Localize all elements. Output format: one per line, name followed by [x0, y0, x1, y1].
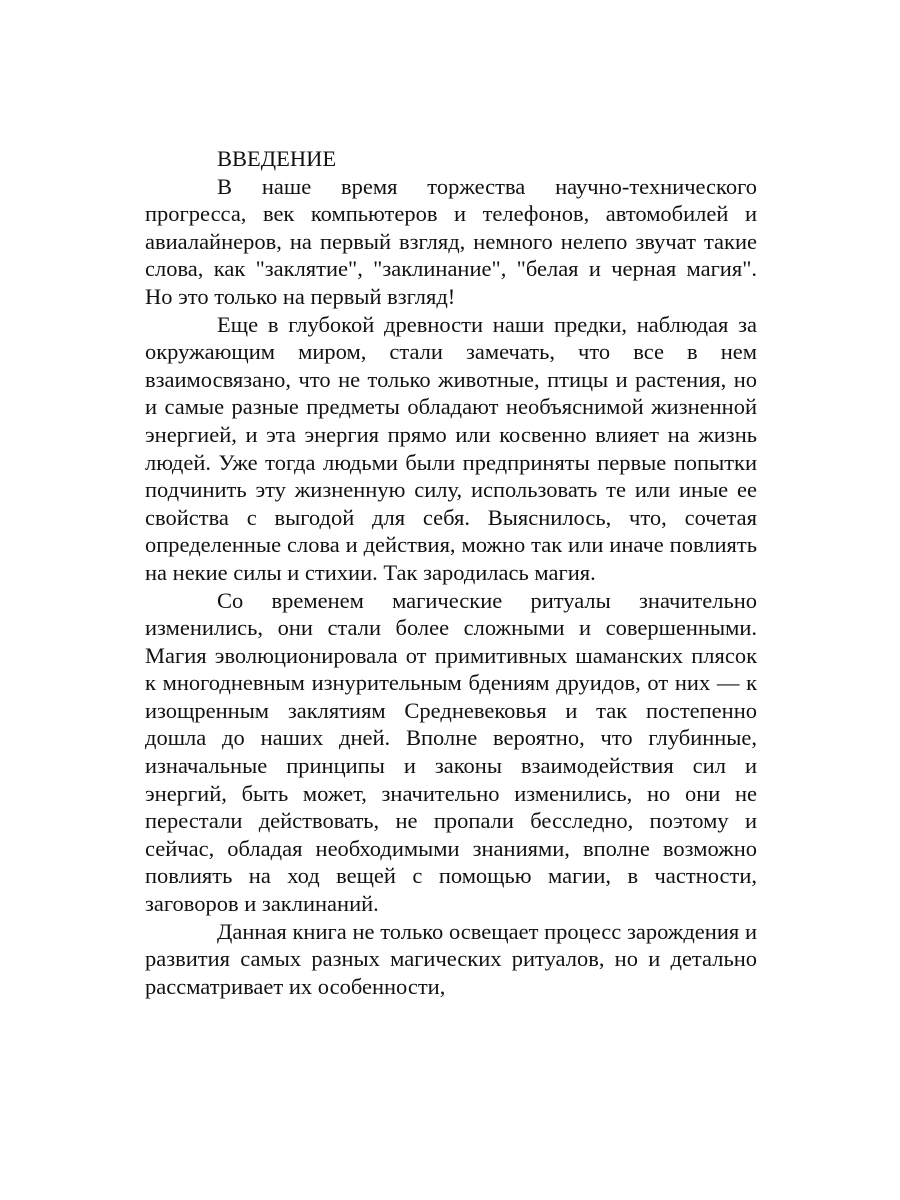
- document-body: [145, 145, 757, 1000]
- paragraph: Со временем магические ритуалы значительно изменились, они стали более сложными и совершенными. Магия эволюционировала от примитивных шаманских плясок к многодневным изнурительным бдениям друидов, от них — к изощренным заклятиям Средневековья и так постепенно дошла до наших дней. Вполне вероятно, что глубинные, изначальные принципы и законы взаимодействия сил и энергий, быть может, значительно изменились, но они не перестали действовать, не пропали бесследно, поэтому и сейчас, обладая необходимыми знаниями, вполне возможно повлиять на ход вещей с помощью магии, в частности, заговоров и заклинаний.: [145, 587, 757, 917]
- paragraph: Данная книга не только освещает процесс зарождения и развития самых разных магических ритуалов, но и детально рассматривает их особенности,: [145, 918, 757, 999]
- paragraph: Еще в глубокой древности наши предки, наблюдая за окружающим миром, стали замечать, что все в нем взаимосвязано, что не только животные, птицы и растения, но и самые разные предметы обладают необъяснимой жизненной энергией, и эта энергия прямо или косвенно влияет на жизнь людей. Уже тогда людьми были предприняты первые попытки подчинить эту жизненную силу, использовать те или иные ее свойства с выгодой для себя. Выяснилось, что, сочетая определенные слова и действия, можно так или иначе повлиять на некие силы и стихии. Так зародилась магия.: [145, 311, 757, 585]
- paragraph: В наше время торжества научно-технического прогресса, век компьютеров и телефонов, автомобилей и авиалайнеров, на первый взгляд, немного нелепо звучат такие слова, как "заклятие", "заклинание", "белая и черная магия". Но это только на первый взгляд!: [145, 173, 757, 309]
- chapter-heading: ВВЕДЕНИЕ: [217, 146, 337, 171]
